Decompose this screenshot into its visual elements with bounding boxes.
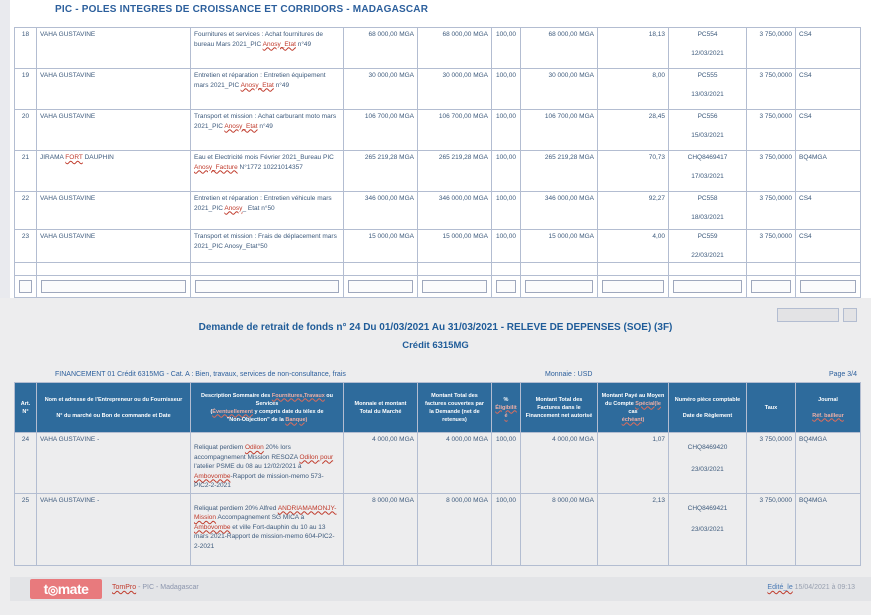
montant-factures: 4 000,00 MGA (418, 433, 492, 494)
header-line (523, 396, 595, 404)
montant-financement: 265 219,28 MGA (521, 151, 598, 192)
empty-cell (796, 263, 861, 276)
supplier-name (37, 110, 191, 151)
empty-cell (492, 276, 521, 298)
text-segment: Montant Total des (431, 392, 478, 399)
montant-factures: 8 000,00 MGA (418, 493, 492, 565)
misspelled-word: échéant) (621, 416, 645, 423)
document-title: PIC - POLES INTEGRES DE CROISSANCE ET CORRIDORS - MADAGASCAR (55, 4, 429, 15)
column-header-7 (521, 383, 598, 433)
art-number: 19 (15, 69, 37, 110)
empty-cell (669, 263, 747, 276)
app-name: TomPro (112, 584, 137, 591)
art-number: 25 (15, 493, 37, 565)
piece-number: PC558 (697, 195, 718, 202)
text-segment: N°1772 10221014357 (237, 163, 303, 171)
montant-paye-usd: 1,07 (598, 433, 669, 494)
text-segment: DAUPHIN (82, 154, 114, 161)
piece-number: PC555 (697, 72, 718, 79)
montant-factures: 346 000,00 MGA (418, 192, 492, 230)
piece-comptable (669, 493, 747, 565)
piece-number: PC556 (697, 113, 718, 120)
montant-paye-usd: 8,00 (598, 69, 669, 110)
text-segment: Fournitures et services : Achat fournitures de bureau Mars 2021_PIC (194, 31, 323, 48)
pct-eligibilite: 100,00 (492, 69, 521, 110)
misspelled-word: Anosy_Etat (224, 122, 258, 130)
montant-marche: 106 700,00 MGA (344, 110, 418, 151)
montant-financement: 30 000,00 MGA (521, 69, 598, 110)
header-line (798, 396, 858, 404)
text-segment: Montant Total des (535, 396, 583, 403)
column-header-3 (191, 383, 344, 433)
text-segment: VAHA GUSTAVINE - (40, 436, 100, 443)
journal: BQ4MGA (796, 433, 861, 494)
empty-field-box (843, 308, 857, 322)
report-page-top (10, 0, 871, 298)
text-segment: cas (628, 408, 638, 415)
header-line (346, 400, 415, 408)
header-line (494, 396, 518, 404)
header-line (600, 392, 666, 400)
page-number: Page 3/4 (828, 371, 857, 378)
montant-paye-usd: 70,73 (598, 151, 669, 192)
soe-expenses-table (14, 382, 861, 566)
date-reglement: 17/03/2021 (691, 172, 724, 180)
taux: 3 750,0000 (747, 230, 796, 263)
header-line (420, 408, 489, 416)
piece-number: CHQ8469417 (687, 154, 728, 161)
edited-timestamp (767, 584, 855, 591)
date-reglement: 12/03/2021 (691, 49, 724, 57)
empty-cell (598, 263, 669, 276)
taux: 3 750,0000 (747, 110, 796, 151)
montant-marche: 265 219,28 MGA (344, 151, 418, 192)
table-row-20 (15, 110, 861, 151)
journal: BQ4MGA (796, 493, 861, 565)
misspelled-word: Éligibilit (495, 404, 517, 411)
header-line (17, 408, 34, 416)
pct-eligibilite: 100,00 (492, 230, 521, 263)
header-line (193, 392, 341, 400)
empty-field-box (41, 280, 186, 293)
supplier-name (37, 230, 191, 263)
column-header-10 (747, 383, 796, 433)
misspelled-word: Banque) (285, 416, 308, 423)
text-segment: N° du marché ou Bon de commande et Date (56, 412, 171, 419)
header-line (193, 408, 341, 416)
header-field-boxes (777, 308, 857, 322)
description (191, 192, 344, 230)
text-segment: JIRAMA (40, 154, 66, 161)
empty-cell (344, 263, 418, 276)
montant-paye-usd: 2,13 (598, 493, 669, 565)
empty-cell (747, 276, 796, 298)
piece-comptable (669, 110, 747, 151)
header-line (39, 396, 188, 404)
text-segment: Financement net autorisé (525, 412, 593, 419)
misspelled-word: Éventuellement (212, 408, 253, 415)
empty-field-box (673, 280, 742, 293)
misspelled-word: FORT (65, 154, 83, 161)
taux: 3 750,0000 (747, 69, 796, 110)
empty-cell (37, 263, 191, 276)
misspelled-word: Odilon pour (299, 453, 334, 461)
empty-cell (37, 276, 191, 298)
montant-financement: 8 000,00 MGA (521, 493, 598, 565)
supplier-name (37, 151, 191, 192)
empty-field-box (800, 280, 856, 293)
montant-marche: 8 000,00 MGA (344, 493, 418, 565)
journal: CS4 (796, 110, 861, 151)
expenses-table-continuation (14, 27, 861, 298)
montant-marche: 30 000,00 MGA (344, 69, 418, 110)
header-line (193, 400, 341, 408)
empty-cell (598, 276, 669, 298)
empty-field-box (496, 280, 516, 293)
text-segment: VAHA GUSTAVINE (40, 195, 96, 202)
montant-marche: 346 000,00 MGA (344, 192, 418, 230)
montant-financement: 4 000,00 MGA (521, 433, 598, 494)
text-segment: N° (22, 408, 29, 415)
text-segment: VAHA GUSTAVINE - (40, 496, 100, 504)
empty-cell (344, 276, 418, 298)
header-line (671, 396, 744, 404)
journal: CS4 (796, 69, 861, 110)
column-header-6 (492, 383, 521, 433)
empty-field-box (777, 308, 839, 322)
column-header-1 (15, 383, 37, 433)
table-row-25 (15, 493, 861, 565)
header-line (420, 400, 489, 408)
misspelled-word: é (504, 412, 508, 419)
header-line (39, 412, 188, 420)
empty-cell (796, 276, 861, 298)
piece-comptable (669, 28, 747, 69)
description (191, 28, 344, 69)
header-line (671, 404, 744, 412)
montant-factures: 106 700,00 MGA (418, 110, 492, 151)
misspelled-word: ANDRIAMAMONJY-Mission (194, 504, 337, 521)
soe-credit-line: Crédit 6315MG (402, 340, 469, 351)
montant-marche: 4 000,00 MGA (344, 433, 418, 494)
footer-bar (10, 577, 871, 601)
empty-cell (191, 263, 344, 276)
edited-label: Edité_le (767, 584, 793, 591)
date-reglement: 23/03/2021 (691, 526, 724, 533)
text-segment: l'atelier PSME du 08 au 12/02/2021 à (194, 463, 302, 470)
empty-cell (15, 276, 37, 298)
text-segment: Entretien et réparation : Entretien véhicule mars 2021_PIC (194, 195, 332, 212)
text-segment: Nom et adresse de l'Entrepreneur ou du Fournisseur (44, 396, 183, 403)
empty-row (15, 263, 861, 276)
header-line (749, 404, 793, 412)
text-segment: Art. (20, 400, 31, 407)
table-row-18 (15, 28, 861, 69)
text-segment: Description Sommaire des (200, 392, 272, 399)
taux: 3 750,0000 (747, 493, 796, 565)
text-segment: Reliquat perdiem (194, 444, 245, 451)
text-segment: ou (324, 392, 334, 399)
column-header-8 (598, 383, 669, 433)
table-row-22 (15, 192, 861, 230)
art-number: 23 (15, 230, 37, 263)
date-reglement: 18/03/2021 (691, 213, 724, 221)
text-segment: VAHA GUSTAVINE (40, 31, 96, 38)
table-row-24 (15, 433, 861, 494)
logo-text: t (43, 581, 48, 597)
supplier-name (37, 69, 191, 110)
supplier-name (37, 28, 191, 69)
piece-comptable (669, 230, 747, 263)
text-segment: retenues) (442, 416, 467, 423)
text-segment: Transport et mission : Achat carburant moto mars 2021_PIC (194, 113, 337, 130)
taux: 3 750,0000 (747, 433, 796, 494)
column-header-11 (796, 383, 861, 433)
text-segment: VAHA GUSTAVINE (40, 113, 96, 120)
header-line (346, 408, 415, 416)
misspelled-word: Ambovombe (194, 472, 231, 480)
empty-cell (747, 263, 796, 276)
empty-field-box (195, 280, 339, 293)
empty-cell (15, 263, 37, 276)
header-line (523, 404, 595, 412)
empty-field-box (751, 280, 791, 293)
montant-paye-usd: 18,13 (598, 28, 669, 69)
empty-field-box (525, 280, 593, 293)
header-line (671, 412, 744, 420)
text-segment: VAHA GUSTAVINE (40, 72, 96, 79)
montant-factures: 30 000,00 MGA (418, 69, 492, 110)
description (191, 493, 344, 565)
journal: CS4 (796, 28, 861, 69)
text-segment: n°49 (257, 122, 273, 130)
piece-number: CHQ8469421 (687, 504, 728, 512)
description (191, 433, 344, 494)
date-reglement: 13/03/2021 (691, 90, 724, 98)
header-line (494, 404, 518, 412)
text-segment: Transport et mission : Frais de déplacement mars 2021_PIC Anosy_Etat°50 (194, 233, 337, 250)
table-row-21 (15, 151, 861, 192)
misspelled-word: Ambovombe (194, 523, 231, 531)
empty-cell (669, 276, 747, 298)
text-segment: Total du Marché (359, 408, 402, 415)
header-line (17, 400, 34, 408)
misspelled-word: Fournitures,Travaux (271, 392, 325, 399)
empty-field-box (602, 280, 664, 293)
montant-paye-usd: 28,45 (598, 110, 669, 151)
journal: CS4 (796, 192, 861, 230)
currency-label: Monnaie : USD (545, 371, 593, 378)
art-number: 22 (15, 192, 37, 230)
text-segment: y compris date du télex de (252, 408, 324, 415)
text-segment: Services (255, 400, 279, 407)
header-line (798, 412, 858, 420)
header-line (494, 412, 518, 420)
soe-table-header-row (15, 383, 861, 433)
taux: 3 750,0000 (747, 151, 796, 192)
supplier-name (37, 433, 191, 494)
piece-number: PC559 (697, 233, 718, 240)
text-segment: n°49 (273, 81, 290, 89)
supplier-name (37, 493, 191, 565)
column-header-4 (344, 383, 418, 433)
misspelled-word: Anosy_Etat (262, 40, 296, 48)
piece-number: PC554 (697, 31, 718, 38)
table-row-19 (15, 69, 861, 110)
date-reglement: 15/03/2021 (691, 131, 724, 139)
text-segment: Journal (818, 396, 838, 403)
piece-comptable (669, 69, 747, 110)
montant-marche: 68 000,00 MGA (344, 28, 418, 69)
header-line (420, 392, 489, 400)
montant-financement: 15 000,00 MGA (521, 230, 598, 263)
app-context: - PIC - Madagascar (136, 584, 199, 591)
art-number: 18 (15, 28, 37, 69)
logo-text: mate (57, 581, 89, 597)
tomate-spiral-icon: ◎ (47, 583, 58, 597)
column-header-5 (418, 383, 492, 433)
montant-financement: 346 000,00 MGA (521, 192, 598, 230)
text-segment: _ Etat n°50 (242, 204, 275, 212)
date-reglement: 23/03/2021 (691, 465, 724, 473)
text-segment: "Non-Objection" de la (226, 416, 286, 423)
header-line (600, 416, 666, 424)
edited-value: 15/04/2021 à 09:13 (792, 584, 855, 591)
montant-factures: 68 000,00 MGA (418, 28, 492, 69)
taux: 3 750,0000 (747, 28, 796, 69)
text-segment: Accompagnement SG MICA à (216, 514, 305, 521)
empty-fields-row (15, 276, 861, 298)
column-header-2 (37, 383, 191, 433)
text-segment: Monnaie et montant (354, 400, 407, 407)
soe-title: Demande de retrait de fonds n° 24 Du 01/03/2021 Au 31/03/2021 - RELEVE DE DEPENSES (SOE) (3F) (198, 322, 673, 333)
text-segment: n°49 (295, 40, 312, 48)
header-line (420, 416, 489, 424)
montant-factures: 265 219,28 MGA (418, 151, 492, 192)
misspelled-word: Anosy_Etat (240, 81, 274, 89)
header-line (39, 404, 188, 412)
montant-marche: 15 000,00 MGA (344, 230, 418, 263)
text-segment: ( (210, 408, 213, 415)
misspelled-word: Anosy (224, 204, 243, 212)
pct-eligibilite: 100,00 (492, 493, 521, 565)
text-segment: Entretien et réparation : Entretien équipement mars 2021_PIC (194, 72, 326, 89)
column-header-9 (669, 383, 747, 433)
empty-cell (521, 263, 598, 276)
art-number: 20 (15, 110, 37, 151)
text-segment: Taux (764, 404, 778, 411)
text-segment: et ville Fort-dauphin du 10 au 13 mars 2021-Rapport de mission-memo 604-PIC2-2-2021 (194, 523, 335, 550)
empty-field-box (348, 280, 413, 293)
pct-eligibilite: 100,00 (492, 192, 521, 230)
soe-section (0, 298, 871, 615)
header-line (523, 412, 595, 420)
description (191, 110, 344, 151)
piece-comptable (669, 192, 747, 230)
art-number: 21 (15, 151, 37, 192)
taux: 3 750,0000 (747, 192, 796, 230)
text-segment: la Demande (net de (429, 408, 480, 415)
empty-cell (418, 263, 492, 276)
text-segment: Eau et Electricité mois Février 2021_Bureau PIC (194, 154, 334, 161)
piece-number: CHQ8469420 (687, 444, 728, 451)
montant-financement: 68 000,00 MGA (521, 28, 598, 69)
text-segment: VAHA GUSTAVINE (40, 233, 96, 240)
text-segment: Numéro pièce comptable (674, 396, 741, 403)
description (191, 151, 344, 192)
text-segment: Factures dans le (537, 404, 581, 411)
art-number: 24 (15, 433, 37, 494)
empty-cell (418, 276, 492, 298)
app-breadcrumb (112, 584, 199, 591)
header-line (600, 400, 666, 416)
text-segment: factures couvertes par (425, 400, 484, 407)
montant-paye-usd: 92,27 (598, 192, 669, 230)
pct-eligibilite: 100,00 (492, 28, 521, 69)
supplier-name (37, 192, 191, 230)
table-row-23 (15, 230, 861, 263)
misspelled-word: Réf. bailleur (812, 412, 844, 419)
journal: BQ4MGA (796, 151, 861, 192)
text-segment: -Rapport de mission-memo 573-PIC2-2-2021 (194, 472, 324, 489)
empty-cell (191, 276, 344, 298)
montant-paye-usd: 4,00 (598, 230, 669, 263)
text-segment: % (503, 396, 509, 403)
text-segment: 20% lors accompagnement Mission RESOZA (194, 444, 300, 461)
tomate-logo (30, 579, 102, 599)
montant-factures: 15 000,00 MGA (418, 230, 492, 263)
misspelled-word: Anosy_Facture (194, 163, 238, 171)
header-line (798, 404, 858, 412)
text-segment: Reliquat perdiem 20% Alfred (194, 504, 278, 512)
journal: CS4 (796, 230, 861, 263)
empty-cell (492, 263, 521, 276)
description (191, 69, 344, 110)
misspelled-word: Spécial(le (635, 400, 661, 407)
header-line (193, 416, 341, 424)
pct-eligibilite: 100,00 (492, 151, 521, 192)
empty-cell (521, 276, 598, 298)
date-reglement: 22/03/2021 (691, 251, 724, 259)
pct-eligibilite: 100,00 (492, 433, 521, 494)
text-segment: du Compte (605, 400, 636, 407)
misspelled-word: Odilon (244, 444, 264, 451)
text-segment: Montant Payé au Moyen (601, 392, 665, 399)
montant-financement: 106 700,00 MGA (521, 110, 598, 151)
pct-eligibilite: 100,00 (492, 110, 521, 151)
empty-field-box (19, 280, 32, 293)
piece-comptable (669, 151, 747, 192)
text-segment: Date de Règlement (682, 412, 733, 419)
empty-field-box (422, 280, 487, 293)
financement-label: FINANCEMENT 01 Crédit 6315MG - Cat. A : Bien, travaux, services de non-consultance, frais (55, 371, 346, 378)
piece-comptable (669, 433, 747, 494)
description (191, 230, 344, 263)
